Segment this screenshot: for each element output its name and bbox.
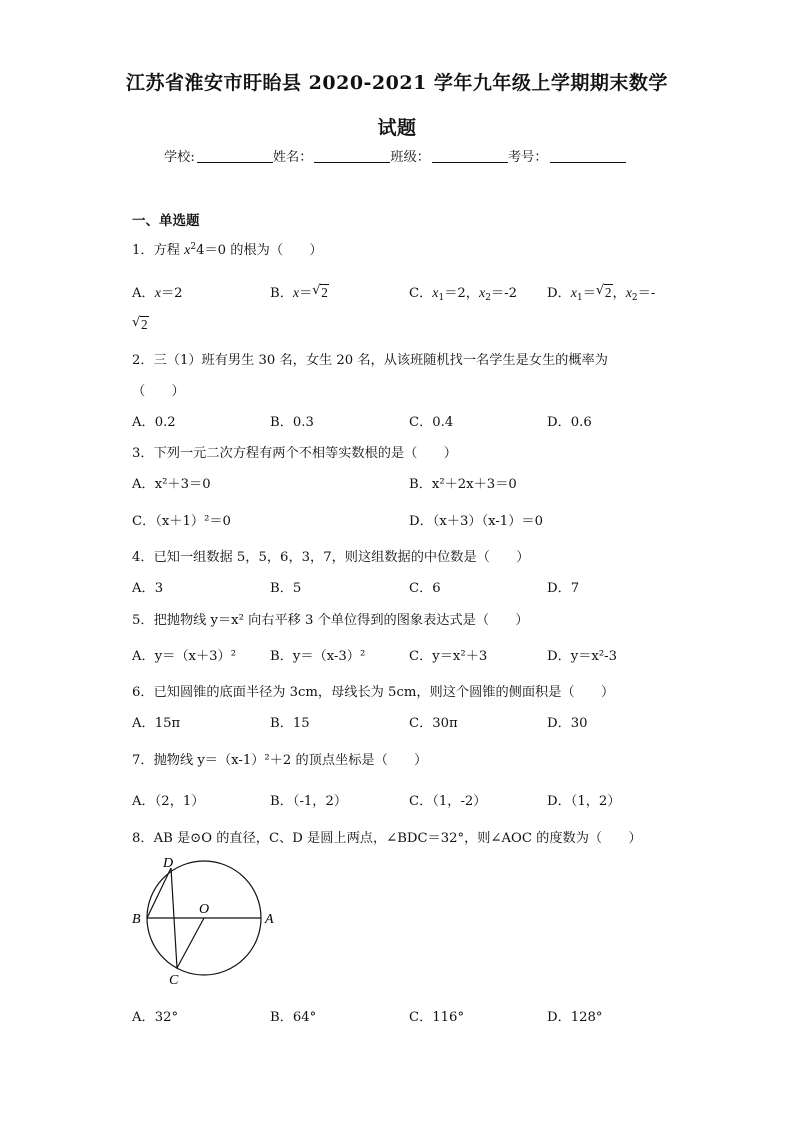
q5-option-d: D．y＝x²-3 bbox=[547, 649, 617, 664]
section-heading: 一、单选题 bbox=[132, 213, 200, 229]
label-c: C bbox=[169, 973, 179, 988]
school-label: 学校: bbox=[164, 150, 195, 165]
name-blank bbox=[314, 150, 390, 163]
q6-option-d: D．30 bbox=[547, 716, 588, 731]
q1-post: 4＝0 的根为（ ） bbox=[196, 243, 323, 258]
q8-option-c: C．116° bbox=[409, 1010, 465, 1025]
q8-option-d: D．128° bbox=[547, 1010, 603, 1025]
q2-option-c: C．0.4 bbox=[409, 415, 454, 430]
q1-sup: 2 bbox=[190, 242, 197, 252]
sqrt-symbol: √ 2 bbox=[132, 315, 148, 332]
q5-option-c: C．y＝x²＋3 bbox=[409, 649, 488, 664]
q4-option-d: D．7 bbox=[547, 581, 580, 596]
sqrt-symbol: √ 2 bbox=[312, 283, 328, 300]
q1-d-comma: ， bbox=[612, 286, 626, 301]
q1-d-label: D． bbox=[547, 286, 571, 301]
q3-option-d: D．（x＋3）（x-1）＝0 bbox=[409, 514, 543, 529]
question-6: 6．已知圆锥的底面半径为 3cm，母线长为 5cm，则这个圆锥的侧面积是（ ） bbox=[132, 685, 615, 700]
question-2: 2．三（1）班有男生 30 名，女生 20 名，从该班随机找一名学生是女生的概率为 bbox=[132, 353, 608, 368]
q7-option-a: A．（2，1） bbox=[132, 794, 205, 809]
q1-d-eq2: ＝- bbox=[637, 286, 656, 301]
q1-c-text: ＝2， bbox=[444, 286, 479, 301]
question-7: 7．抛物线 y＝（x-1）²＋2 的顶点坐标是（ ） bbox=[132, 753, 428, 768]
q6-option-c: C．30π bbox=[409, 716, 458, 731]
q8-option-a: A．32° bbox=[132, 1010, 179, 1025]
q7-option-d: D．（1，2） bbox=[547, 794, 621, 809]
q2-option-d: D．0.6 bbox=[547, 415, 592, 430]
page-title-line2: 试题 bbox=[377, 117, 417, 139]
q2-option-a: A．0.2 bbox=[132, 415, 176, 430]
q1-d-eq: ＝ bbox=[582, 286, 596, 301]
q7-option-c: C．（1，-2） bbox=[409, 794, 487, 809]
name-label: 姓名： bbox=[272, 150, 313, 165]
question-1 bbox=[132, 239, 323, 259]
number-blank bbox=[550, 150, 626, 163]
q4-option-a: A．3 bbox=[132, 581, 164, 596]
circle-diagram bbox=[125, 850, 285, 995]
question-5: 5．把抛物线 y＝x² 向右平移 3 个单位得到的图象表达式是（ ） bbox=[132, 613, 529, 628]
q6-option-a: A．15π bbox=[132, 716, 181, 731]
q1-pre: 1．方程 bbox=[132, 243, 185, 258]
q1-d-rad: 2 bbox=[604, 285, 612, 300]
label-o: O bbox=[199, 902, 210, 917]
q1-b-var: x bbox=[292, 286, 300, 301]
q1-c-text2: ＝-2 bbox=[490, 286, 517, 301]
info-line bbox=[164, 146, 626, 165]
label-d: D bbox=[163, 856, 174, 871]
question-8: 8．AB 是⊙O 的直径，C、D 是圆上两点，∠BDC＝32°，则∠AOC 的度数为（ ） bbox=[132, 831, 642, 846]
q1-b-eq: ＝ bbox=[299, 286, 313, 301]
q1-option-d-cont bbox=[132, 317, 149, 333]
q2-option-b: B．0.3 bbox=[270, 415, 314, 430]
q1-a-label: A． bbox=[132, 286, 155, 301]
q1-option-a bbox=[132, 282, 183, 302]
q1-a-var: x bbox=[154, 286, 161, 301]
q4-option-c: C．6 bbox=[409, 581, 441, 596]
q3-option-c: C．（x＋1）²＝0 bbox=[132, 514, 231, 529]
question-4: 4．已知一组数据 5，5，6，3，7，则这组数据的中位数是（ ） bbox=[132, 550, 530, 565]
q1-c-label: C． bbox=[409, 286, 433, 301]
q5-option-b: B．y＝（x-3）² bbox=[270, 649, 366, 664]
q1-option-c: C．$x_1=2$，$x_2=-2$ bbox=[409, 286, 517, 303]
school-blank bbox=[197, 150, 273, 163]
q1-a-rest: ＝2 bbox=[160, 286, 183, 301]
question-2-cont: （ ） bbox=[132, 384, 185, 399]
page-title: 江苏省淮安市盱眙县 2020-2021 学年九年级上学期期末数学 bbox=[126, 72, 668, 94]
q1-d-rad2: 2 bbox=[141, 317, 148, 332]
class-label: 班级： bbox=[390, 150, 430, 165]
class-blank bbox=[432, 150, 508, 163]
question-3: 3．下列一元二次方程有两个不相等实数根的是（ ） bbox=[132, 446, 457, 461]
q1-option-b bbox=[270, 282, 329, 302]
radius-oc bbox=[177, 918, 204, 968]
number-label: 考号： bbox=[507, 150, 548, 165]
q1-option-d: D．$x_1=$ √ 2，$x_2=-$ bbox=[547, 283, 656, 303]
label-b: B bbox=[132, 912, 141, 927]
q7-option-b: B．（-1，2） bbox=[270, 794, 348, 809]
q8-option-b: B．64° bbox=[270, 1010, 317, 1025]
q5-option-a: A．y＝（x＋3）² bbox=[132, 649, 237, 664]
sqrt-symbol: √ 2 bbox=[595, 283, 612, 300]
q3-option-a: A．x²＋3＝0 bbox=[132, 477, 211, 492]
q4-option-b: B．5 bbox=[270, 581, 302, 596]
q1-b-label: B． bbox=[270, 286, 293, 301]
q1-var: x bbox=[184, 243, 191, 258]
chord-bd bbox=[147, 868, 171, 918]
q1-b-rad: 2 bbox=[321, 285, 328, 300]
q3-option-b: B．x²＋2x＋3＝0 bbox=[409, 477, 517, 492]
label-a: A bbox=[265, 912, 274, 927]
q6-option-b: B．15 bbox=[270, 716, 310, 731]
